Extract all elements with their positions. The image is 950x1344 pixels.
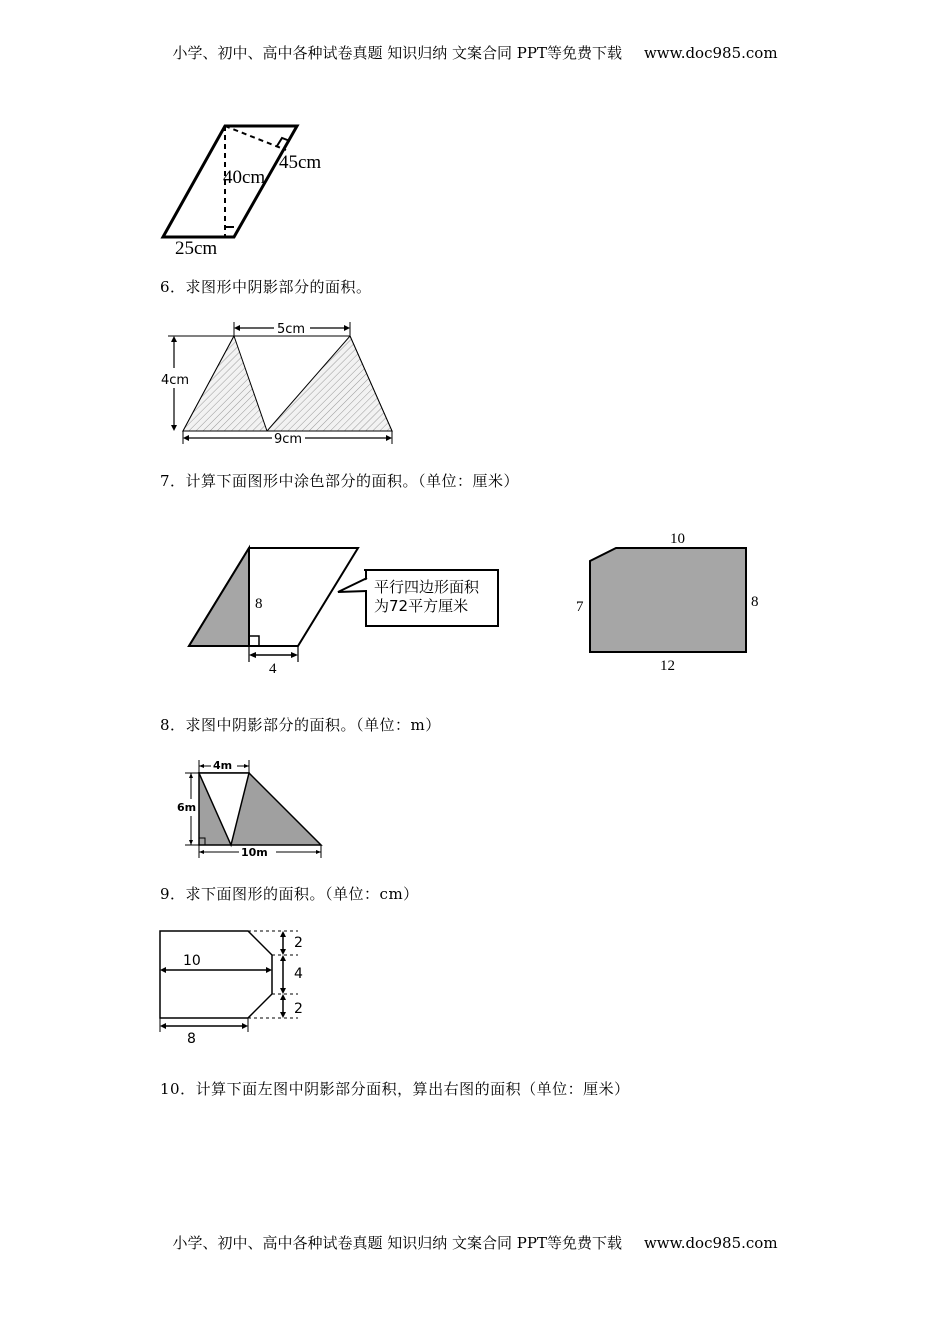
q8-bottom-label: 10m	[241, 846, 268, 859]
footer-url: www.doc985.com	[643, 1234, 778, 1252]
question-9: 9．求下面图形的面积。（单位：cm）	[160, 885, 419, 903]
header-text: 小学、初中、高中各种试卷真题 知识归纳 文案合同 PPT等免费下载	[172, 44, 622, 62]
question-6: 6．求图形中阴影部分的面积。	[160, 278, 372, 296]
q6-top-label: 5cm	[277, 322, 306, 337]
header-url: www.doc985.com	[643, 44, 778, 62]
q9-bottom-label: 8	[187, 1031, 196, 1047]
question-8: 8．求图中阴影部分的面积。（单位：m）	[160, 716, 441, 734]
q9-seg3-label: 2	[294, 1001, 303, 1017]
q7-height-label: 8	[255, 596, 263, 612]
q7-right-right-label: 8	[751, 594, 759, 610]
q7-callout-line1: 平行四边形面积	[374, 578, 480, 596]
fig5-height-label: 40cm	[223, 167, 266, 188]
q8-left-label: 6m	[177, 801, 197, 814]
footer-text: 小学、初中、高中各种试卷真题 知识归纳 文案合同 PPT等免费下载	[172, 1234, 622, 1252]
q9-seg1-label: 2	[294, 935, 303, 951]
page-header	[0, 42, 950, 63]
fig5-base-label: 25cm	[175, 238, 218, 259]
q8-top-label: 4m	[213, 759, 233, 772]
q6-left-label: 4cm	[161, 373, 190, 388]
question-10: 10．计算下面左图中阴影部分面积，算出右图的面积（单位：厘米）	[160, 1080, 630, 1098]
q9-seg2-label: 4	[294, 966, 303, 982]
q6-bottom-label: 9cm	[274, 432, 303, 447]
q7-right-left-label: 7	[576, 599, 584, 615]
page-footer	[0, 1232, 950, 1253]
q9-figure	[150, 922, 320, 1047]
q9-width-label: 10	[183, 953, 201, 969]
fig5-side-label: 45cm	[279, 152, 322, 173]
q6-figure	[160, 318, 410, 448]
parallelogram-figure	[150, 110, 350, 260]
q7-callout-line2: 为72平方厘米	[374, 597, 469, 615]
q7-base-label: 4	[269, 661, 277, 677]
q7-left-figure	[180, 540, 510, 680]
q8-figure	[175, 752, 335, 862]
q7-right-bottom-label: 12	[660, 658, 675, 674]
question-7: 7．计算下面图形中涂色部分的面积。（单位：厘米）	[160, 472, 520, 490]
q7-right-figure	[570, 528, 770, 678]
q7-right-top-label: 10	[670, 531, 685, 547]
